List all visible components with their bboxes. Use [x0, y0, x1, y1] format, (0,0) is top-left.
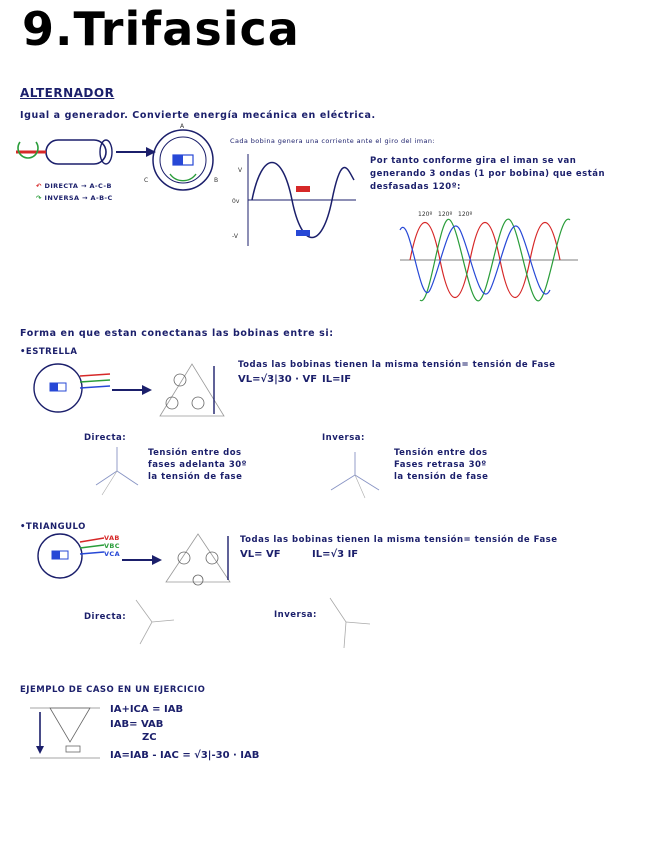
estrella-eq-2: IL=IF	[322, 374, 352, 385]
rotor-label-c: C	[144, 177, 149, 184]
triangulo-rule: Todas las bobinas tienen la misma tensión= tensión de Fase	[240, 535, 558, 545]
axis-neg-v: -V	[232, 233, 238, 240]
triangulo-inversa-phasor	[324, 596, 374, 650]
phase-text-2: generando 3 ondas (1 por bobina) que están	[370, 169, 606, 179]
ejemplo-circuit	[26, 702, 104, 764]
inversa-seq: ↷ INVERSA → A-B-C	[36, 194, 113, 202]
triangulo-circuit	[162, 530, 236, 586]
estrella-directa-label: Directa:	[84, 433, 127, 443]
axis-v: V	[238, 167, 243, 174]
phase-text-1: Por tanto conforme gira el iman se van	[370, 156, 577, 166]
phase-text-3: desfasadas 120º:	[370, 182, 461, 192]
estrella-directa-text-3: la tensión de fase	[148, 472, 243, 482]
estrella-inversa-text-3: la tensión de fase	[394, 472, 489, 482]
phase-mark-1: 120º	[418, 211, 433, 218]
ejemplo-heading: EJEMPLO DE CASO EN UN EJERCICIO	[20, 685, 206, 695]
triangulo-directa-phasor	[132, 598, 176, 648]
page-title: 9.Trifasica	[22, 2, 300, 56]
triangulo-inversa-label: Inversa:	[274, 610, 317, 620]
wire-vbc: VBC	[104, 542, 120, 550]
three-phase-waves	[400, 210, 580, 310]
estrella-inversa-label: Inversa:	[322, 433, 365, 443]
triangulo-eq-1: VL= VF	[240, 549, 281, 560]
ejemplo-eq-2a: IAB= VAB	[110, 719, 164, 730]
directa-seq: ↶ DIRECTA → A-C-B	[36, 182, 112, 190]
triangulo-directa-label: Directa:	[84, 612, 127, 622]
ejemplo-eq-3: IA=IAB - IAC = √3|-30 · IAB	[110, 750, 260, 761]
estrella-inversa-text-2: Fases retrasa 30º	[394, 460, 487, 470]
axis-0v: 0v	[232, 198, 240, 205]
estrella-directa-phasor	[92, 445, 142, 497]
estrella-rule: Todas las bobinas tienen la misma tensión= tensión de Fase	[238, 360, 556, 370]
estrella-eq-1: VL=√3|30 · VF	[238, 374, 318, 385]
alternador-heading: ALTERNADOR	[20, 86, 115, 100]
alternador-intro: Igual a generador. Convierte energía mecánica en eléctrica.	[20, 110, 376, 121]
phase-mark-3: 120º	[458, 211, 473, 218]
rotor-label-a: A	[180, 123, 185, 130]
ejemplo-eq-1: IA+ICA = IAB	[110, 704, 184, 715]
estrella-inversa-phasor	[325, 450, 385, 500]
triangulo-eq-2: IL=√3 IF	[312, 549, 359, 560]
rotor-label-b: B	[214, 177, 219, 184]
rotor-diagram	[144, 123, 226, 190]
estrella-directa-text-2: fases adelanta 30º	[148, 460, 247, 470]
ejemplo-eq-2b: ZC	[142, 732, 157, 743]
wire-vab: VAB	[104, 534, 120, 542]
estrella-label: •ESTRELLA	[20, 347, 78, 357]
estrella-circuit	[152, 358, 232, 420]
phase-mark-2: 120º	[438, 211, 453, 218]
estrella-directa-text-1: Tensión entre dos	[148, 448, 242, 458]
single-wave	[232, 150, 358, 250]
triangulo-label: •TRIANGULO	[20, 522, 86, 532]
wire-vca: VCA	[104, 550, 121, 558]
wave-caption: Cada bobina genera una corriente ante el giro del iman:	[230, 137, 435, 145]
estrella-inversa-text-1: Tensión entre dos	[394, 448, 488, 458]
conexion-heading: Forma en que estan conectanas las bobinas entre si:	[20, 328, 334, 339]
